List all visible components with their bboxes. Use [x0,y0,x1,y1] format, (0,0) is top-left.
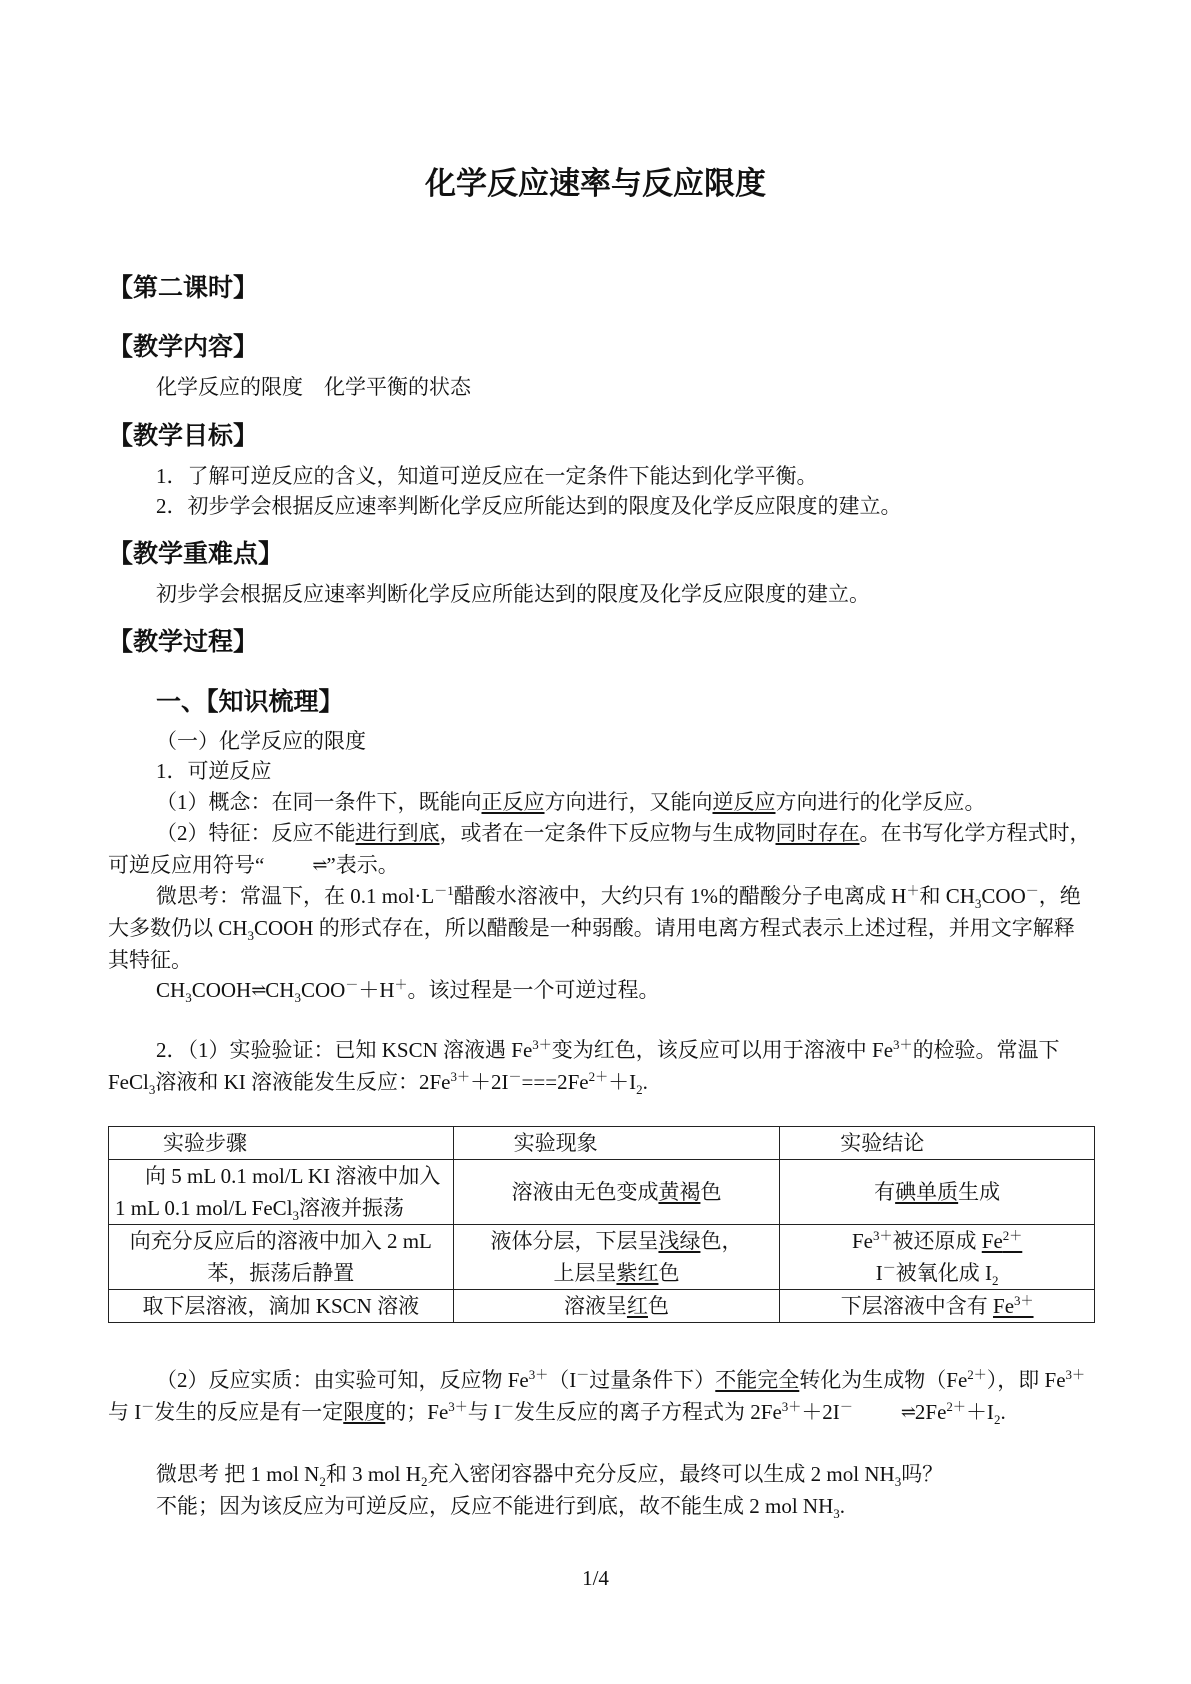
table-cell-conclusion: 下层溶液中含有 $Fe^{3+}$ [780,1290,1095,1323]
table-cell-step: 向充分反应后的溶液中加入 2 mL 苯，振荡后静置 [109,1225,454,1290]
answer-paragraph-2: 不能；因为该反应为可逆反应，反应不能进行到底，故不能生成 2 mol $NH_3$. [156,1494,845,1522]
content-text: 化学反应的限度 化学平衡的状态 [156,375,471,399]
reversible-arrow-icon: ⇌ [312,855,327,875]
subsection-limit: （一）化学反应的限度 [156,729,366,753]
table-row [109,1290,1095,1323]
table-cell-conclusion: $Fe^{3+}$被还原成 $Fe^{2+}$ I－被氧化成 $I_2$ [780,1225,1095,1290]
concept-paragraph: （1）概念：在同一条件下，既能向正反应方向进行，又能向逆反应方向进行的化学反应。 [156,790,986,814]
blank-forward: 正反应 [481,790,545,814]
knowledge-heading: 一、【知识梳理】 [156,687,344,716]
table-cell-phenomenon: 溶液由无色变成黄褐色 [453,1160,780,1225]
key-points-heading: 【教学重难点】 [108,539,284,568]
table-row [109,1160,1095,1225]
experiment-table [108,1126,1095,1323]
goals-heading: 【教学目标】 [108,421,259,450]
lesson-heading: 【第二课时】 [108,273,259,302]
reversible-arrow-icon: ⇌ [251,980,266,1000]
table-header: 实验结论 [780,1127,1095,1160]
blank-coexist: 同时存在 [775,821,860,845]
table-header-row [109,1127,1095,1160]
document-title: 化学反应速率与反应限度 [425,166,766,202]
table-row [109,1225,1095,1290]
experiment-intro: 2．（1）实验验证：已知 KSCN 溶液遇 $Fe^{3+}$变为红色，该反应可以用于溶液中 $Fe^{3+}$的检验。常温下 FeCl$_3$溶液和 KI 溶液能发生反应：$2Fe^{3+}+2I^-===2Fe^{2+}+I_2$. [108,1037,1060,1098]
table-header: 实验现象 [453,1127,780,1160]
goal-item-2: 2．初步学会根据反应速率判断化学反应所能达到的限度及化学反应限度的建立。 [156,494,902,518]
table-cell-step: 向 5 mL 0.1 mol/L KI 溶液中加入 1 mL 0.1 mol/L FeCl$_3$溶液并振荡 [109,1160,454,1225]
table-cell-step: 取下层溶液，滴加 KSCN 溶液 [109,1290,454,1323]
table-cell-conclusion: 有碘单质生成 [780,1160,1095,1225]
essence-paragraph: （2）反应实质：由实验可知，反应物 $Fe^{3+}(I^-$过量条件下）不能完全转化为生成物$(Fe^{2+})$，即 $Fe^{3+}$与 I－发生的反应是有一定限度的；$Fe^{3+}$与 I－发生反应的离子方程式为 $2Fe^{3+}+2I^-$ $\rightleftharpoons 2Fe^{2+}+I_2$. [108,1367,1086,1428]
table-header: 实验步骤 [109,1127,454,1160]
page-number: 1/4 [582,1566,609,1590]
item-reversible-reaction: 1．可逆反应 [156,759,272,783]
table-cell-phenomenon: 溶液呈红色 [453,1290,780,1323]
blank-reverse: 逆反应 [712,790,776,814]
answer-paragraph-1: $CH_3COOH\rightleftharpoons CH_3COO^-+H^+$。该过程是一个可逆过程。 [108,974,1141,1006]
think-paragraph-2: 微思考 把 1 mol $N_2$和 3 mol $H_2$充入密闭容器中充分反应，最终可以生成 2 mol $NH_3$吗？ [156,1462,944,1490]
goal-item-1: 1．了解可逆反应的含义，知道可逆反应在一定条件下能达到化学平衡。 [156,464,818,488]
blank-to-completion: 进行到底 [355,821,440,845]
feature-paragraph: （2）特征：反应不能进行到底，或者在一定条件下反应物与生成物同时存在。在书写化学方程式时，可逆反应用符号“ ⇌”表示。 [108,817,1093,881]
reversible-arrow-icon: ⇌ [900,1402,915,1422]
table-cell-phenomenon: 液体分层，下层呈浅绿色， 上层呈紫红色 [453,1225,780,1290]
process-heading: 【教学过程】 [108,627,259,656]
content-heading: 【教学内容】 [108,332,259,361]
think-paragraph-1: 微思考：常温下，在 0.1 $mol\cdot L^{-1}$醋酸水溶液中，大约只有 1%的醋酸分子电离成 H＋和 $CH_3COO^-$，绝大多数仍以 $CH_3COOH$ 的形式存在，所以醋酸是一种弱酸。请用电离方程式表示上述过程，并用文字解释其特征。 [108,883,1081,972]
key-points-text: 初步学会根据反应速率判断化学反应所能达到的限度及化学反应限度的建立。 [156,582,870,606]
